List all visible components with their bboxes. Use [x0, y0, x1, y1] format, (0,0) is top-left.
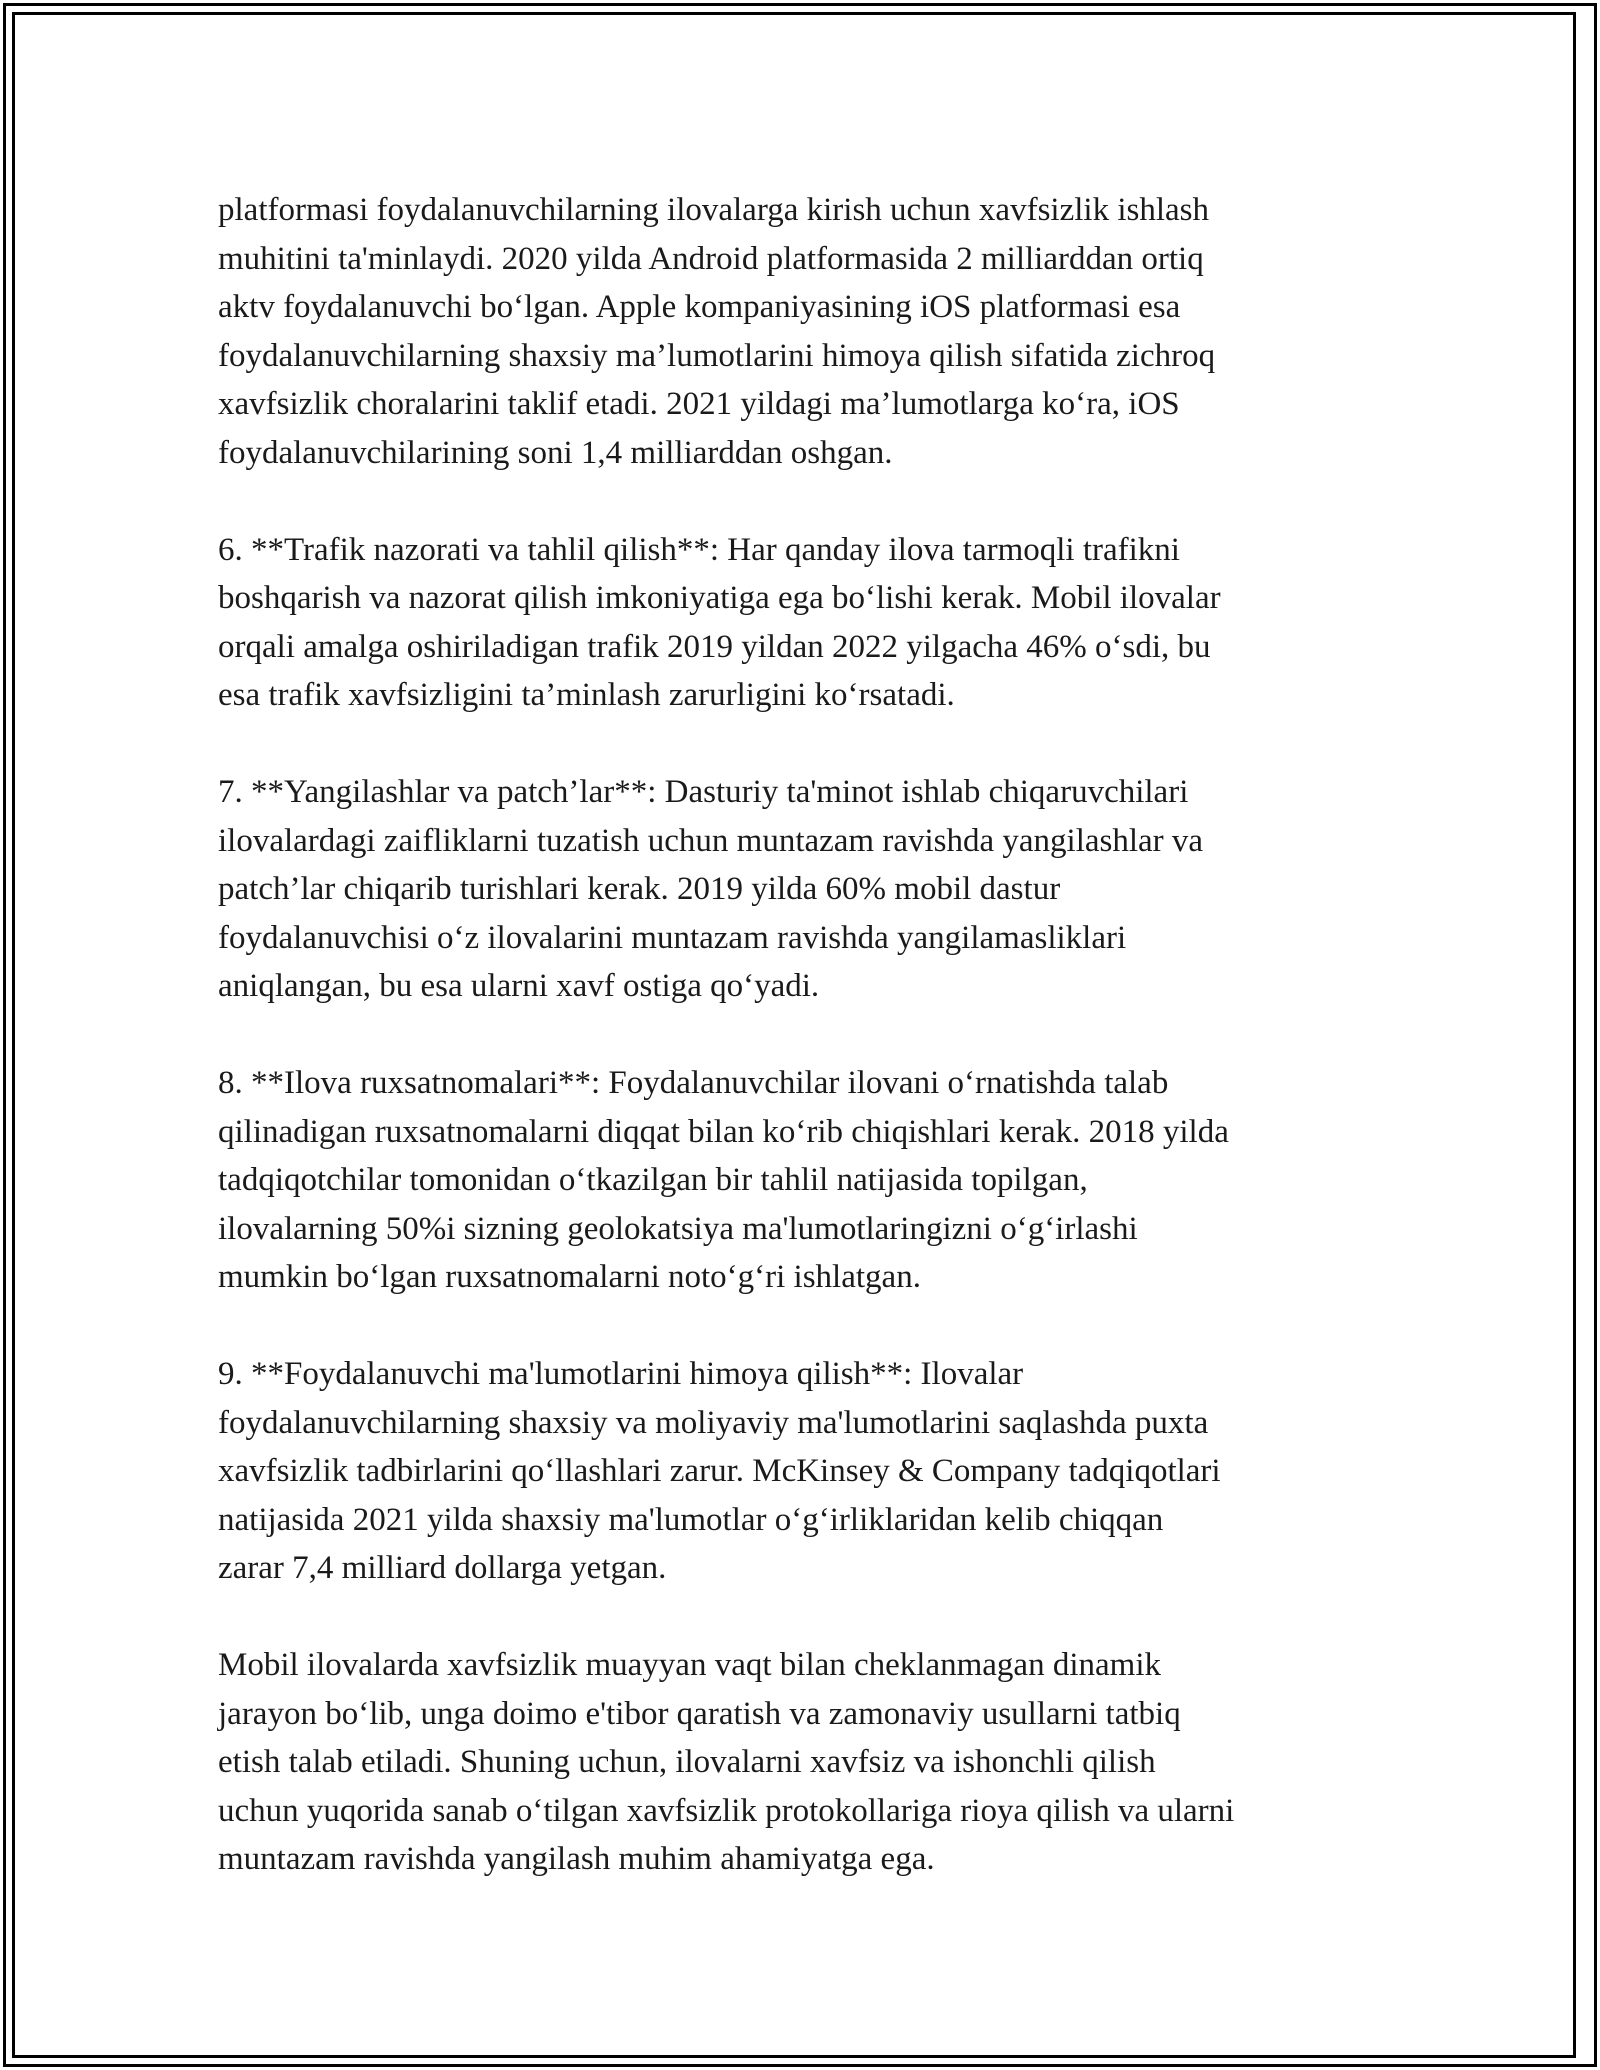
text-line: tadqiqotchilar tomonidan o‘tkazilgan bir tahlil natijasida topilgan,	[218, 1162, 1088, 1198]
text-line: foydalanuvchisi o‘z ilovalarini muntazam ravishda yangilamasliklari	[218, 919, 1127, 956]
text-line: Mobil ilovalarda xavfsizlik muayyan vaqt bilan cheklanmagan dinamik	[218, 1647, 1161, 1683]
text-line: platformasi foydalanuvchilarning ilovalarga kirish uchun xavfsizlik ishlash	[218, 192, 1209, 228]
text-line: mumkin bo‘lgan ruxsatnomalarni noto‘g‘ri ishlatgan.	[218, 1259, 921, 1295]
text-line: zarar 7,4 milliard dollarga yetgan.	[218, 1550, 667, 1586]
text-line: foydalanuvchilarning shaxsiy va moliyaviy ma'lumotlarini saqlashda puxta	[218, 1404, 1209, 1441]
text-line: muhitini ta'minlaydi. 2020 yilda Android platformasida 2 milliarddan ortiq	[218, 240, 1204, 277]
text-line: xavfsizlik choralarini taklif etadi. 2021 yildagi ma’lumotlarga ko‘ra, iOS	[218, 386, 1180, 422]
text-line: 7. **Yangilashlar va patch’lar**: Dasturiy ta'minot ishlab chiqaruvchilari	[218, 774, 1189, 810]
paragraph-platform-intro	[218, 186, 1388, 477]
text-line: ilovalarning 50%i sizning geolokatsiya ma'lumotlaringizni o‘g‘irlashi	[218, 1210, 1138, 1247]
text-line: aniqlangan, bu esa ularni xavf ostiga qo‘yadi.	[218, 968, 820, 1004]
text-line: xavfsizlik tadbirlarini qo‘llashlari zarur. McKinsey & Company tadqiqotlari	[218, 1453, 1221, 1489]
text-line: esa trafik xavfsizligini ta’minlash zarurligini ko‘rsatadi.	[218, 677, 955, 713]
text-line: 9. **Foydalanuvchi ma'lumotlarini himoya qilish**: Ilovalar	[218, 1356, 1024, 1392]
text-line: patch’lar chiqarib turishlari kerak. 2019 yilda 60% mobil dastur	[218, 871, 1061, 907]
text-line: qilinadigan ruxsatnomalarni diqqat bilan ko‘rib chiqishlari kerak. 2018 yilda	[218, 1113, 1229, 1150]
text-line: aktv foydalanuvchi bo‘lgan. Apple kompaniyasining iOS platformasi esa	[218, 289, 1181, 325]
text-line: boshqarish va nazorat qilish imkoniyatiga ega bo‘lishi kerak. Mobil ilovalar	[218, 580, 1221, 616]
text-line: uchun yuqorida sanab o‘tilgan xavfsizlik protokollariga rioya qilish va ularni	[218, 1792, 1235, 1829]
text-line: orqali amalga oshiriladigan trafik 2019 yildan 2022 yilgacha 46% o‘sdi, bu	[218, 628, 1211, 665]
text-line: natijasida 2021 yilda shaxsiy ma'lumotlar o‘g‘irliklaridan kelib chiqqan	[218, 1501, 1164, 1538]
text-line: 8. **Ilova ruxsatnomalari**: Foydalanuvchilar ilovani o‘rnatishda talab	[218, 1065, 1169, 1101]
paragraph-item-7-updates	[218, 768, 1388, 1011]
paragraph-item-8-permissions	[218, 1059, 1388, 1302]
text-line: foydalanuvchilarning shaxsiy ma’lumotlarini himoya qilish sifatida zichroq	[218, 337, 1216, 374]
paragraph-item-6-traffic	[218, 526, 1388, 720]
text-line: etish talab etiladi. Shuning uchun, ilovalarni xavfsiz va ishonchli qilish	[218, 1744, 1156, 1780]
text-line: foydalanuvchilarining soni 1,4 milliarddan oshgan.	[218, 434, 893, 471]
text-line: ilovalardagi zaifliklarni tuzatish uchun muntazam ravishda yangilashlar va	[218, 822, 1204, 859]
text-line: 6. **Trafik nazorati va tahlil qilish**: Har qanday ilova tarmoqli trafikni	[218, 531, 1180, 568]
text-line: jarayon bo‘lib, unga doimo e'tibor qaratish va zamonaviy usullarni tatbiq	[218, 1695, 1181, 1732]
paragraph-conclusion	[218, 1641, 1388, 1884]
document-body	[218, 186, 1388, 1884]
paragraph-item-9-user-data	[218, 1350, 1388, 1593]
text-line: muntazam ravishda yangilash muhim ahamiyatga ega.	[218, 1841, 935, 1877]
